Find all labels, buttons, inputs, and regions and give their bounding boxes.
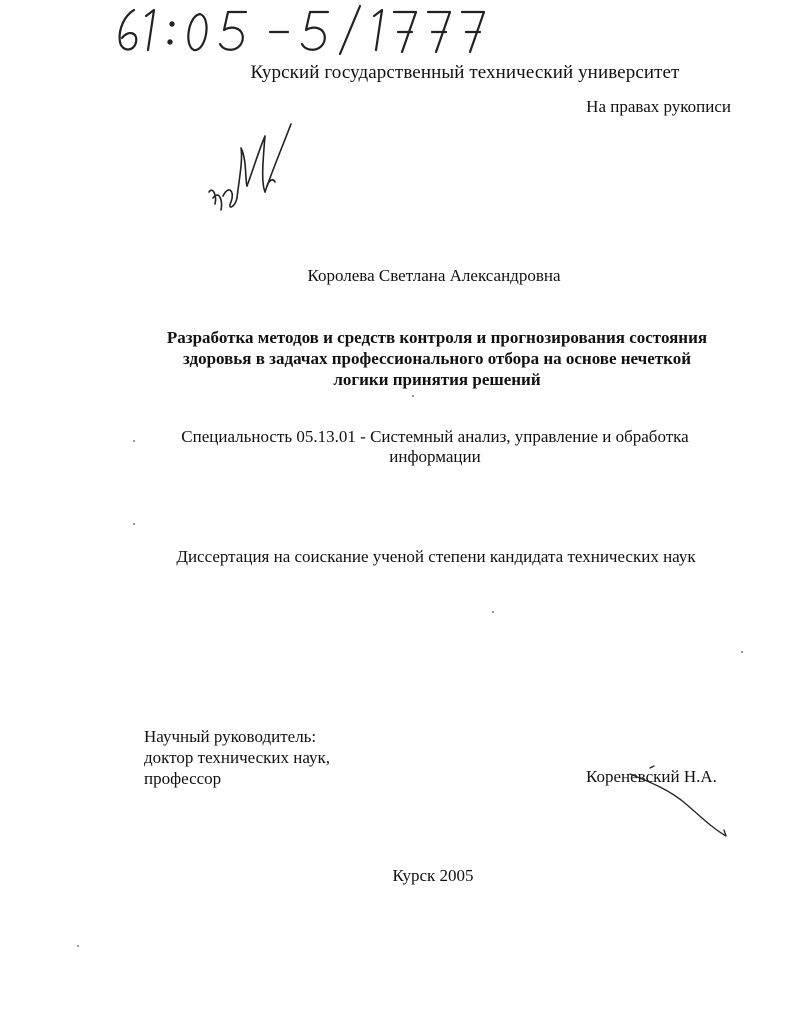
supervisor-name: Кореневский Н.А. bbox=[586, 767, 717, 786]
scan-speck bbox=[133, 523, 135, 525]
handwritten-archive-code bbox=[112, 2, 492, 56]
scan-speck bbox=[133, 440, 135, 442]
scan-speck bbox=[412, 395, 414, 397]
university-name: Курский государственный технический университет bbox=[250, 62, 680, 83]
author-name: Королева Светлана Александровна bbox=[307, 266, 561, 285]
dissertation-degree-statement: Диссертация на соискание ученой степени кандидата технических наук bbox=[176, 547, 696, 566]
specialty bbox=[150, 427, 720, 467]
supervisor-line: профессор bbox=[144, 769, 222, 788]
city-year: Курск 2005 bbox=[392, 866, 474, 885]
title-line: логики принятия решений bbox=[333, 370, 541, 389]
supervisor-block bbox=[144, 726, 330, 789]
scan-speck bbox=[77, 945, 79, 947]
supervisor-line: Научный руководитель: bbox=[144, 727, 317, 746]
title-line: Разработка методов и средств контроля и прогнозирования состояния bbox=[166, 328, 708, 347]
scan-speck bbox=[741, 651, 743, 653]
archive-code-text bbox=[0, 0, 1, 1]
manuscript-rights-label: На правах рукописи bbox=[586, 97, 731, 116]
specialty-line: информации bbox=[389, 447, 481, 466]
supervisor-signature bbox=[590, 760, 740, 842]
handwritten-signature-mark bbox=[205, 120, 300, 220]
scan-speck bbox=[492, 611, 494, 613]
supervisor-line: доктор технических наук, bbox=[144, 748, 331, 767]
dissertation-title bbox=[120, 327, 754, 390]
title-line: здоровья в задачах профессионального отбора на основе нечеткой bbox=[182, 349, 692, 368]
specialty-line: Специальность 05.13.01 - Системный анализ, управление и обработка bbox=[181, 427, 689, 446]
